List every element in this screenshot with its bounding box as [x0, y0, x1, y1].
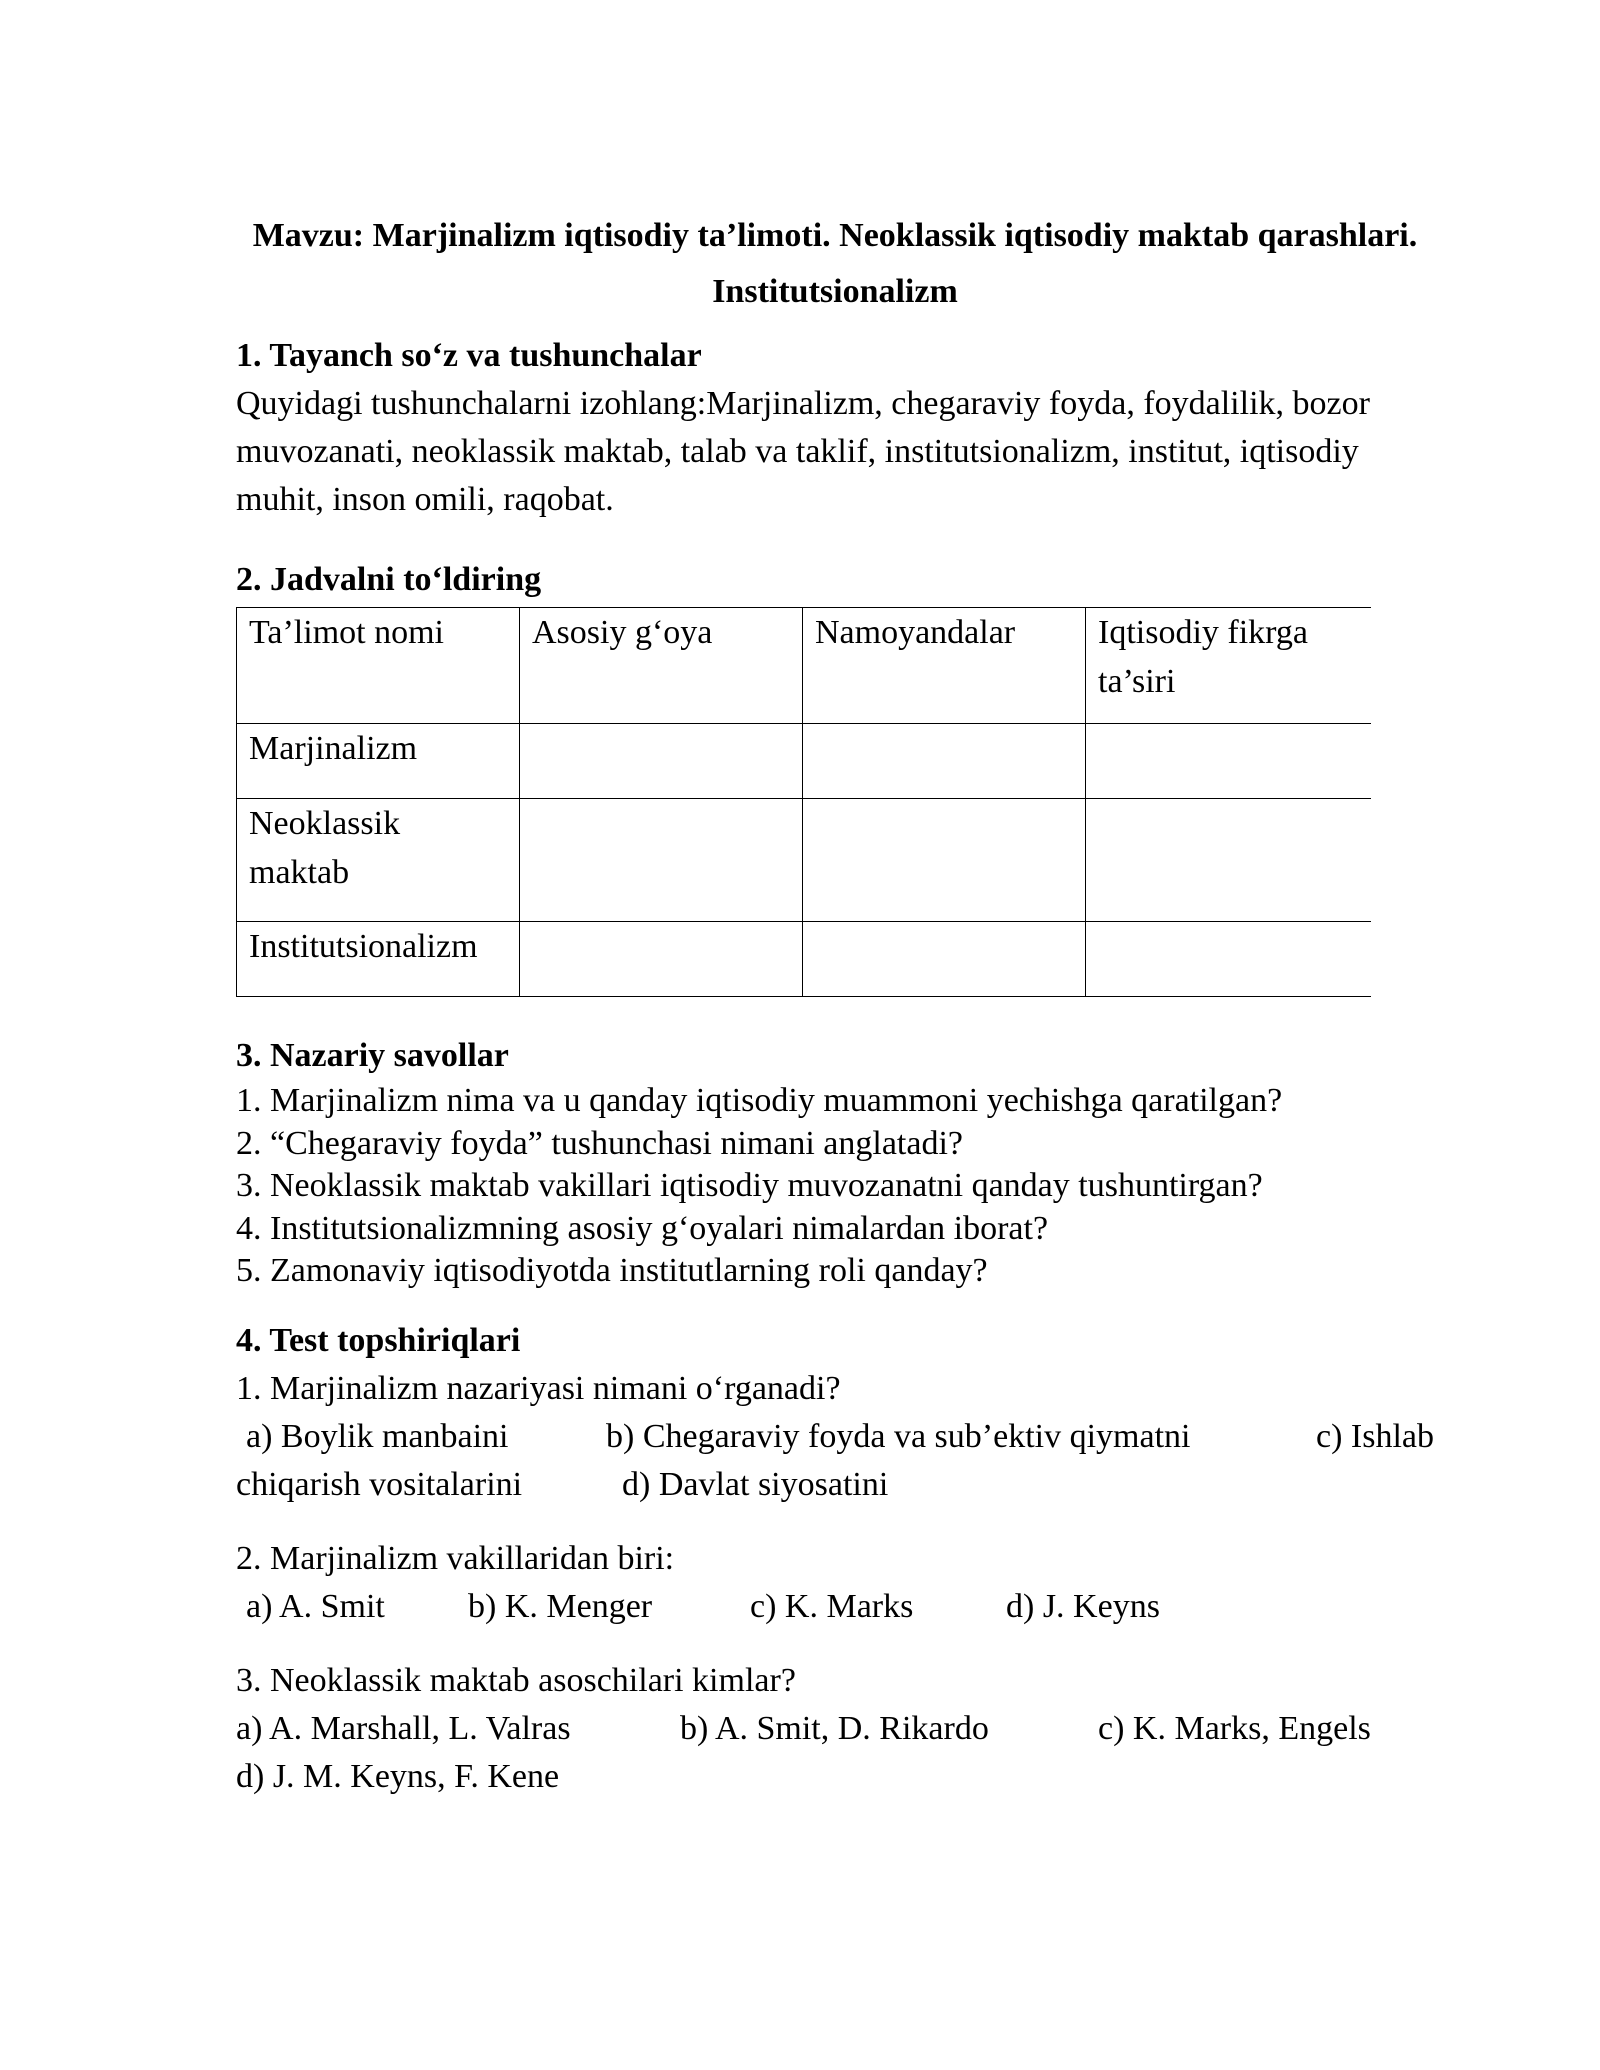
- test-option: a) Boylik manbaini: [246, 1418, 509, 1455]
- question-item: 4. Institutsionalizmning asosiy g‘oyalari nimalardan iborat?: [236, 1209, 1049, 1247]
- test-option: d) Davlat siyosatini: [622, 1466, 889, 1503]
- table-row: [237, 799, 1371, 922]
- section-key-terms: [236, 332, 1476, 524]
- table-header-cell: Namoyandalar: [803, 608, 1086, 724]
- table-cell: [520, 724, 803, 799]
- paragraph-line: muvozanati, neoklassik maktab, talab va taklif, institutsionalizm, institut, iqtisodiy: [236, 433, 1359, 470]
- table-cell: [1086, 724, 1371, 799]
- title-line-1: Mavzu: Marjinalizm iqtisodiy ta’limoti. Neoklassik iqtisodiy maktab qarashlari.: [252, 217, 1418, 254]
- test-option: c) K. Marks, Engels: [1098, 1710, 1371, 1747]
- table-header-cell: Ta’limot nomi: [237, 608, 520, 724]
- test-option: b) A. Smit, D. Rikardo: [680, 1710, 989, 1747]
- question-item: 2. “Chegaraviy foyda” tushunchasi nimani anglatadi?: [236, 1124, 963, 1162]
- test-options: [236, 1413, 1476, 1461]
- test-question: 1. Marjinalizm nazariyasi nimani o‘rganadi?: [236, 1370, 841, 1407]
- table-header-cell: Asosiy g‘oya: [520, 608, 803, 724]
- section-heading: 4. Test topshiriqlari: [236, 1322, 521, 1359]
- question-item: 1. Marjinalizm nima va u qanday iqtisodiy muammoni yechishga qaratilgan?: [236, 1082, 1283, 1119]
- table-cell: [803, 724, 1086, 799]
- test-option: d) J. Keyns: [1006, 1588, 1160, 1625]
- test-option: chiqarish vositalarini: [236, 1466, 523, 1503]
- table-header-row: [237, 608, 1371, 724]
- test-option: d) J. M. Keyns, F. Kene: [236, 1758, 560, 1795]
- section-heading: 3. Nazariy savollar: [236, 1037, 509, 1074]
- test-options: [236, 1461, 1476, 1509]
- table-cell: [1086, 922, 1371, 997]
- test-option: a) A. Smit: [246, 1588, 385, 1625]
- test-question: 3. Neoklassik maktab asoschilari kimlar?: [236, 1662, 796, 1699]
- section-table-heading: [236, 556, 1476, 604]
- section-tests: [236, 1317, 1476, 1801]
- table-cell: [520, 799, 803, 922]
- section-heading: 2. Jadvalni to‘ldiring: [236, 561, 542, 598]
- test-option: b) K. Menger: [468, 1588, 653, 1625]
- table-cell: Marjinalizm: [237, 724, 520, 799]
- test-option: b) Chegaraviy foyda va sub’ektiv qiymatni: [606, 1418, 1191, 1455]
- title-line-2: Institutsionalizm: [712, 273, 958, 310]
- test-options: [236, 1753, 1476, 1801]
- table-cell: Neoklassik maktab: [237, 799, 520, 922]
- table-row: [237, 922, 1371, 997]
- table-cell: [520, 922, 803, 997]
- section-heading: 1. Tayanch so‘z va tushunchalar: [236, 337, 702, 374]
- test-option: a) A. Marshall, L. Valras: [236, 1710, 571, 1747]
- question-item: 3. Neoklassik maktab vakillari iqtisodiy muvozanatni qanday tushuntirgan?: [236, 1167, 1263, 1204]
- question-item: 5. Zamonaviy iqtisodiyotda institutlarning roli qanday?: [236, 1252, 988, 1289]
- table-cell: [803, 922, 1086, 997]
- test-options: [236, 1705, 1476, 1753]
- page-title: [170, 208, 1500, 320]
- table-row: [237, 724, 1371, 799]
- test-options: [236, 1583, 1476, 1631]
- table-cell: [1086, 799, 1371, 922]
- table-header-cell: Iqtisodiy fikrga ta’siri: [1086, 608, 1371, 724]
- fill-in-table: [236, 607, 1371, 997]
- section-theory-questions: [236, 1032, 1476, 1293]
- test-option: c) K. Marks: [750, 1588, 914, 1625]
- test-option: c) Ishlab: [1316, 1418, 1435, 1455]
- paragraph-line: muhit, inson omili, raqobat.: [236, 481, 614, 518]
- test-question: 2. Marjinalizm vakillaridan biri:: [236, 1540, 675, 1577]
- paragraph-line: Quyidagi tushunchalarni izohlang:Marjinalizm, chegaraviy foyda, foydalilik, bozor: [236, 385, 1370, 422]
- table-cell: Institutsionalizm: [237, 922, 520, 997]
- table-cell: [803, 799, 1086, 922]
